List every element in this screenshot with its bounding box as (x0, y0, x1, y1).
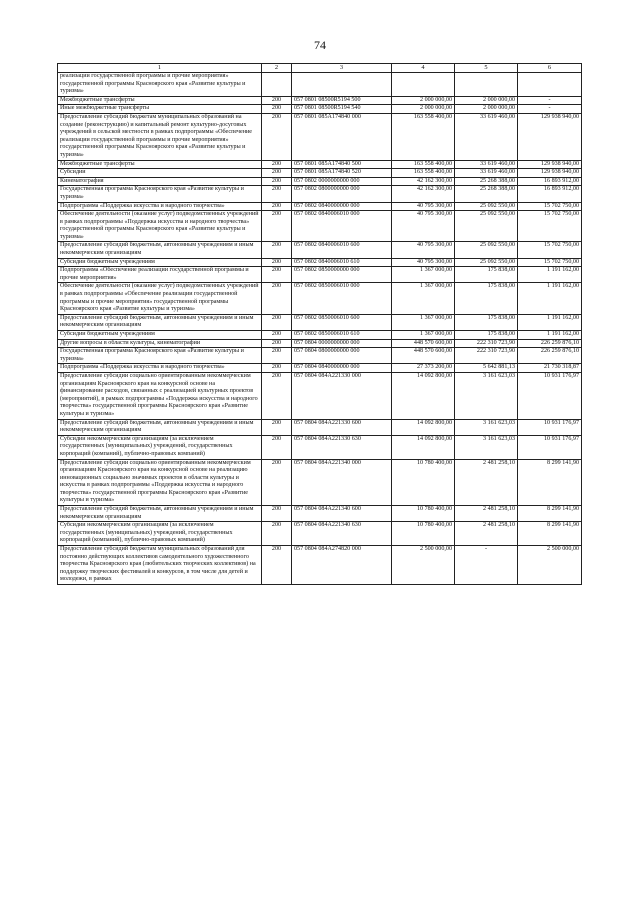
table-row (58, 459, 582, 506)
row-name-cell: Межбюджетные трансферты (58, 96, 262, 105)
row-name-cell: Подпрограмма «Поддержка искусства и народного творчества» (58, 364, 262, 373)
row-value-cell: 1 191 162,00 (518, 314, 582, 330)
row-value-cell: 33 619 460,00 (455, 160, 518, 169)
row-name-cell: Предоставление субсидий бюджетным, автономным учреждениям и иным некоммерческим организациям (58, 419, 262, 435)
row-kbk-cell: 057 0804 084А221330 630 (292, 435, 392, 459)
row-kbk-cell: 057 0802 0840006010 600 (292, 242, 392, 258)
row-name-cell: Иные межбюджетные трансферты (58, 105, 262, 114)
row-name-cell: Подпрограмма «Поддержка искусства и народного творчества» (58, 202, 262, 211)
row-name-cell: Предоставление субсидий бюджетам муниципальных образований на создание (реконструкцию) и капитальный ремонт культурно-досуговых учреждений в сельской местности в рамках подпрограммы «Обеспечение реализации государственной программы и прочие мероприятия» государственной программы Красноярского края «Развитие культуры и туризма» (58, 113, 262, 160)
row-code-cell: 200 (262, 506, 292, 522)
row-kbk-cell: 057 0802 0850006010 600 (292, 314, 392, 330)
row-name-cell: Предоставление субсидий бюджетам муниципальных образований для постоянно действующих коллективов самодеятельного художественного творчества Красноярского края (любительских творческих коллективов) на поддержку творческих фестивалей и конкурсов, в том числе для детей и молодежи, в рамках (58, 546, 262, 585)
row-value-cell: 226 259 876,10 (518, 348, 582, 364)
row-name-cell: Предоставление субсидии социально ориентированным некоммерческим организациям Красноярского края на конкурсной основе на реализацию инновационных социально значимых проектов в области культуры и искусства в рамках подпрограммы «Поддержка искусства и народного творчества» государственной программы Красноярского края «Развитие культуры и туризма» (58, 459, 262, 506)
row-kbk-cell: 057 0802 0800000000 000 (292, 186, 392, 202)
row-value-cell: 448 570 600,00 (392, 339, 455, 348)
row-value-cell: - (455, 546, 518, 585)
row-value-cell: 15 702 750,00 (518, 258, 582, 267)
row-value-cell: 25 092 550,00 (455, 258, 518, 267)
row-value-cell: 2 500 000,00 (518, 546, 582, 585)
table-row (58, 113, 582, 160)
table-body (58, 73, 582, 585)
row-value-cell: 2 500 000,00 (392, 546, 455, 585)
column-header: 6 (518, 64, 582, 73)
table-row (58, 211, 582, 242)
row-kbk-cell: 057 0802 0000000000 000 (292, 177, 392, 186)
budget-table (57, 63, 582, 585)
table-row (58, 435, 582, 459)
row-kbk-cell: 057 0802 0850006010 610 (292, 331, 392, 340)
row-value-cell: 163 558 400,00 (392, 160, 455, 169)
row-value-cell: 8 299 141,90 (518, 522, 582, 546)
row-value-cell: 10 931 176,97 (518, 372, 582, 419)
table-row (58, 202, 582, 211)
row-value-cell: 3 161 623,03 (455, 435, 518, 459)
row-kbk-cell: 057 0804 084А221340 630 (292, 522, 392, 546)
row-value-cell: 40 795 300,00 (392, 211, 455, 242)
row-value-cell: 129 938 940,00 (518, 169, 582, 178)
row-value-cell: 21 730 318,87 (518, 364, 582, 373)
row-name-cell: Субсидии бюджетным учреждениям (58, 331, 262, 340)
row-value-cell: 1 367 000,00 (392, 267, 455, 283)
row-value-cell: 40 795 300,00 (392, 202, 455, 211)
table-row (58, 169, 582, 178)
row-name-cell: Субсидии некоммерческим организациям (за исключением государственных (муниципальных) учреждений, государственных корпораций (компаний), публично-правовых компаний) (58, 435, 262, 459)
row-value-cell: 163 558 400,00 (392, 113, 455, 160)
row-value-cell: 16 893 912,00 (518, 186, 582, 202)
row-code-cell (262, 73, 292, 97)
table-row (58, 73, 582, 97)
table-row (58, 364, 582, 373)
row-kbk-cell: 057 0802 0850000000 000 (292, 267, 392, 283)
row-kbk-cell: 057 0802 0840006010 610 (292, 258, 392, 267)
row-value-cell: 25 268 388,00 (455, 186, 518, 202)
row-value-cell: 10 780 400,00 (392, 522, 455, 546)
row-value-cell: 222 310 723,90 (455, 339, 518, 348)
row-code-cell: 200 (262, 364, 292, 373)
row-value-cell: 1 191 162,00 (518, 331, 582, 340)
row-code-cell: 200 (262, 242, 292, 258)
table-row (58, 258, 582, 267)
row-value-cell: 2 000 000,00 (392, 105, 455, 114)
row-value-cell: 222 310 723,90 (455, 348, 518, 364)
row-kbk-cell: 057 0802 0840000000 000 (292, 202, 392, 211)
row-value-cell: 1 367 000,00 (392, 283, 455, 314)
row-kbk-cell: 057 0804 0800000000 000 (292, 348, 392, 364)
row-code-cell: 200 (262, 372, 292, 419)
row-value-cell: 448 570 600,00 (392, 348, 455, 364)
row-code-cell: 200 (262, 267, 292, 283)
row-kbk-cell: 057 0804 084А274820 000 (292, 546, 392, 585)
column-header: 4 (392, 64, 455, 73)
row-value-cell: 2 000 000,00 (392, 96, 455, 105)
row-name-cell: Предоставление субсидий бюджетным, автономным учреждениям и иным некоммерческим организациям (58, 314, 262, 330)
row-value-cell: 25 268 388,00 (455, 177, 518, 186)
table-row (58, 283, 582, 314)
row-value-cell: 129 938 940,00 (518, 160, 582, 169)
row-value-cell: 25 092 550,00 (455, 211, 518, 242)
row-value-cell: 2 000 000,00 (455, 105, 518, 114)
row-value-cell: 129 938 940,00 (518, 113, 582, 160)
table-row (58, 314, 582, 330)
row-kbk-cell: 057 0804 084А221330 600 (292, 419, 392, 435)
row-value-cell: 163 558 400,00 (392, 169, 455, 178)
row-value-cell: 15 702 750,00 (518, 242, 582, 258)
row-name-cell: Предоставление субсидии социально ориентированным некоммерческим организациям Красноярского края на конкурсной основе на финансирование расходов, связанных с реализацией культурных проектов (мероприятий), в рамках подпрограммы «Поддержка искусства и народного творчества» государственной программы Красноярского края «Развитие культуры и туризма» (58, 372, 262, 419)
row-name-cell: Кинематография (58, 177, 262, 186)
table-row (58, 96, 582, 105)
row-code-cell: 200 (262, 419, 292, 435)
row-value-cell: 1 367 000,00 (392, 314, 455, 330)
row-value-cell: - (518, 105, 582, 114)
row-value-cell: 2 481 258,10 (455, 459, 518, 506)
row-value-cell: 5 642 881,13 (455, 364, 518, 373)
row-kbk-cell: 057 0801 08500R5194 500 (292, 96, 392, 105)
row-value-cell: 2 000 000,00 (455, 96, 518, 105)
row-name-cell: Субсидии бюджетным учреждениям (58, 258, 262, 267)
row-value-cell: 1 191 162,00 (518, 283, 582, 314)
table-row (58, 339, 582, 348)
row-value-cell: 2 481 258,10 (455, 522, 518, 546)
row-name-cell: Субсидии (58, 169, 262, 178)
row-value-cell (455, 73, 518, 97)
table-row (58, 348, 582, 364)
row-value-cell: 175 838,00 (455, 314, 518, 330)
column-header: 5 (455, 64, 518, 73)
row-code-cell: 200 (262, 522, 292, 546)
row-kbk-cell: 057 0801 085A174840 000 (292, 113, 392, 160)
row-name-cell: Обеспечение деятельности (оказание услуг) подведомственных учреждений в рамках подпрограммы «Обеспечение реализации государственной программы и прочие мероприятия» государственной программы Красноярского края «Развитие культуры и туризма» (58, 283, 262, 314)
table-row (58, 160, 582, 169)
table-row (58, 177, 582, 186)
row-name-cell: Обеспечение деятельности (оказание услуг) подведомственных учреждений в рамках подпрограммы «Поддержка искусства и народного творчества» государственной программы Красноярского края «Развитие культуры и туризма» (58, 211, 262, 242)
row-value-cell: 10 780 400,00 (392, 459, 455, 506)
page-number: 74 (314, 38, 326, 52)
table-row (58, 331, 582, 340)
row-value-cell: 3 161 623,03 (455, 372, 518, 419)
table-row (58, 506, 582, 522)
row-code-cell: 200 (262, 546, 292, 585)
row-value-cell (518, 73, 582, 97)
row-code-cell: 200 (262, 339, 292, 348)
row-name-cell: Подпрограмма «Обеспечение реализации государственной программы и прочие мероприятия» (58, 267, 262, 283)
row-name-cell: Государственная программа Красноярского края «Развитие культуры и туризма» (58, 348, 262, 364)
row-value-cell: 25 092 550,00 (455, 202, 518, 211)
row-code-cell: 200 (262, 186, 292, 202)
row-value-cell: 40 795 300,00 (392, 242, 455, 258)
row-value-cell: 14 092 800,00 (392, 419, 455, 435)
row-value-cell: 2 481 258,10 (455, 506, 518, 522)
row-value-cell: 10 780 400,00 (392, 506, 455, 522)
row-kbk-cell: 057 0804 084А221340 000 (292, 459, 392, 506)
row-kbk-cell: 057 0802 0840006010 000 (292, 211, 392, 242)
row-value-cell: - (518, 96, 582, 105)
row-value-cell: 25 092 550,00 (455, 242, 518, 258)
row-kbk-cell: 057 0804 0840000000 000 (292, 364, 392, 373)
table-row (58, 522, 582, 546)
table-header-row (58, 64, 582, 73)
row-value-cell: 1 191 162,00 (518, 267, 582, 283)
row-value-cell: 8 299 141,90 (518, 506, 582, 522)
row-value-cell: 175 838,00 (455, 267, 518, 283)
row-code-cell: 200 (262, 177, 292, 186)
row-value-cell: 10 931 176,97 (518, 435, 582, 459)
row-code-cell: 200 (262, 331, 292, 340)
row-value-cell: 10 931 176,97 (518, 419, 582, 435)
row-value-cell: 42 162 300,00 (392, 177, 455, 186)
row-code-cell: 200 (262, 314, 292, 330)
row-kbk-cell: 057 0801 08500R5194 540 (292, 105, 392, 114)
table-row (58, 546, 582, 585)
row-kbk-cell (292, 73, 392, 97)
table-row (58, 105, 582, 114)
row-value-cell: 33 619 460,00 (455, 169, 518, 178)
row-code-cell: 200 (262, 96, 292, 105)
row-name-cell: реализации государственной программы и прочие мероприятия» государственной программы Красноярского края «Развитие культуры и туризма» (58, 73, 262, 97)
row-value-cell: 175 838,00 (455, 331, 518, 340)
row-name-cell: Государственная программа Красноярского края «Развитие культуры и туризма» (58, 186, 262, 202)
row-code-cell: 200 (262, 169, 292, 178)
row-name-cell: Другие вопросы в области культуры, кинематографии (58, 339, 262, 348)
row-name-cell: Субсидии некоммерческим организациям (за исключением государственных (муниципальных) учреждений, государственных корпораций (компаний), публично-правовых компаний) (58, 522, 262, 546)
row-name-cell: Предоставление субсидий бюджетным, автономным учреждениям и иным некоммерческим организациям (58, 242, 262, 258)
row-kbk-cell: 057 0804 0000000000 000 (292, 339, 392, 348)
column-header: 3 (292, 64, 392, 73)
table-row (58, 186, 582, 202)
row-code-cell: 200 (262, 211, 292, 242)
row-value-cell: 15 702 750,00 (518, 202, 582, 211)
row-value-cell: 226 259 876,10 (518, 339, 582, 348)
row-name-cell: Межбюджетные трансферты (58, 160, 262, 169)
row-code-cell: 200 (262, 435, 292, 459)
row-value-cell: 14 092 800,00 (392, 372, 455, 419)
table-row (58, 267, 582, 283)
row-code-cell: 200 (262, 283, 292, 314)
row-kbk-cell: 057 0804 084А221340 600 (292, 506, 392, 522)
row-code-cell: 200 (262, 348, 292, 364)
row-kbk-cell: 057 0802 0850006010 000 (292, 283, 392, 314)
row-value-cell: 42 162 300,00 (392, 186, 455, 202)
row-value-cell: 16 893 912,00 (518, 177, 582, 186)
column-header: 2 (262, 64, 292, 73)
row-value-cell: 14 092 800,00 (392, 435, 455, 459)
row-value-cell: 40 795 300,00 (392, 258, 455, 267)
table-row (58, 419, 582, 435)
row-value-cell: 15 702 750,00 (518, 211, 582, 242)
row-value-cell: 27 373 200,00 (392, 364, 455, 373)
row-kbk-cell: 057 0801 085A174840 500 (292, 160, 392, 169)
row-name-cell: Предоставление субсидий бюджетным, автономным учреждениям и иным некоммерческим организациям (58, 506, 262, 522)
row-kbk-cell: 057 0801 085A174840 520 (292, 169, 392, 178)
row-value-cell: 1 367 000,00 (392, 331, 455, 340)
row-code-cell: 200 (262, 160, 292, 169)
row-code-cell: 200 (262, 113, 292, 160)
row-value-cell: 3 161 623,03 (455, 419, 518, 435)
row-code-cell: 200 (262, 105, 292, 114)
table-row (58, 372, 582, 419)
row-value-cell (392, 73, 455, 97)
row-value-cell: 175 838,00 (455, 283, 518, 314)
table-row (58, 242, 582, 258)
row-kbk-cell: 057 0804 084А221330 000 (292, 372, 392, 419)
row-value-cell: 8 299 141,90 (518, 459, 582, 506)
row-value-cell: 33 619 460,00 (455, 113, 518, 160)
row-code-cell: 200 (262, 202, 292, 211)
column-header: 1 (58, 64, 262, 73)
row-code-cell: 200 (262, 459, 292, 506)
row-code-cell: 200 (262, 258, 292, 267)
